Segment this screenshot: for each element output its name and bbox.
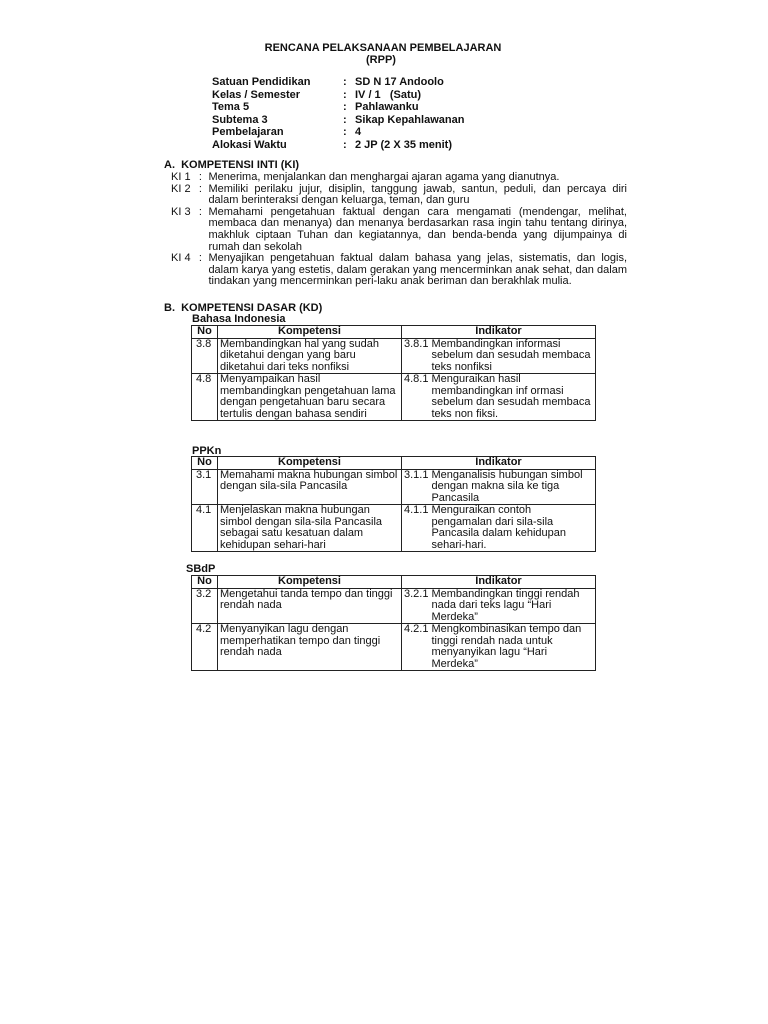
header-indikator: Indikator xyxy=(402,457,596,470)
table-row xyxy=(192,588,596,624)
table-row xyxy=(192,374,596,421)
identity-block xyxy=(212,76,464,151)
row-no: 3.2 xyxy=(192,588,218,624)
ki-text: Memiliki perilaku jujur, disiplin, tanggung jawab, santun, peduli, dan percaya diri dalam berinteraksi dengan keluarga, teman, dan guru xyxy=(208,182,627,207)
row-kompetensi: Membandingkan hal yang sudah diketahui dengan yang baru diketahui dari teks nonfiksi xyxy=(218,338,402,374)
row-indikator xyxy=(402,588,596,624)
kd-table-bahasa-indonesia xyxy=(191,325,596,421)
table-header-row xyxy=(192,576,596,589)
row-indikator xyxy=(402,374,596,421)
row-indikator xyxy=(402,338,596,374)
identity-value: 4 xyxy=(355,126,362,138)
row-kompetensi: Mengetahui tanda tempo dan tinggi rendah nada xyxy=(218,588,402,624)
header-kompetensi: Kompetensi xyxy=(218,326,402,339)
row-indikator xyxy=(402,505,596,552)
header-indikator: Indikator xyxy=(402,576,596,589)
indicator-code: 4.8.1 xyxy=(404,373,429,385)
header-no: No xyxy=(192,576,218,589)
kd-table-ppkn xyxy=(191,456,596,552)
header-indikator: Indikator xyxy=(402,326,596,339)
indicator-text: Membandingkan informasi sebelum dan sesudah membaca teks nonfiksi xyxy=(431,337,591,373)
ki-item: KI 1 : Menerima, menjalankan dan menghargai ajaran agama yang dianutnya. xyxy=(171,172,627,184)
ki-label: KI 3 xyxy=(171,205,191,218)
ki-item: KI 2 : Memiliki perilaku jujur, disiplin, tanggung jawab, santun, peduli, dan percaya diri dalam berinteraksi dengan keluarga, teman, dan guru xyxy=(171,182,627,207)
section-b-heading: B. KOMPETENSI DASAR (KD) xyxy=(164,302,323,314)
indicator-text: Membandingkan tinggi rendah nada dari teks lagu “Hari Merdeka” xyxy=(431,587,580,623)
row-kompetensi: Menyanyikan lagu dengan memperhatikan tempo dan tinggi rendah nada xyxy=(218,624,402,671)
identity-value: IV / 1 (Satu) xyxy=(355,88,422,101)
identity-row: Satuan Pendidikan : SD N 17 Andoolo xyxy=(212,76,444,88)
ki-item: KI 3 : Memahami pengetahuan faktual dengan cara mengamati (mendengar, melihat, membaca dan menanya) dan menanya berdasarkan rasa ingin tahu tentang dirinya, makhluk ciptaan Tuhan dan kegiatannya, dan benda-benda yang dijumpainya di rumah dan sekolah xyxy=(171,205,627,253)
header-kompetensi: Kompetensi xyxy=(218,457,402,470)
document-title: RENCANA PELAKSANAAN PEMBELAJARAN xyxy=(264,42,502,54)
identity-label: Alokasi Waktu xyxy=(212,138,287,151)
indicator-text: Menguraikan contoh pengamalan dari sila-sila Pancasila dalam kehidupan sehari-hari. xyxy=(431,504,567,551)
ki-label: KI 1 xyxy=(171,171,191,183)
ki-text: Memahami pengetahuan faktual dengan cara mengamati (mendengar, melihat, membaca dan menanya) dan menanya berdasarkan rasa ingin tahu tentang dirinya, makhluk ciptaan Tuhan dan kegiatannya, dan benda-benda yang dijumpainya di rumah dan sekolah xyxy=(208,205,627,253)
row-no: 3.1 xyxy=(192,469,218,505)
table-header-row xyxy=(192,457,596,470)
identity-row: Kelas / Semester : IV / 1 (Satu) xyxy=(212,88,422,101)
ki-item: KI 4 : Menyajikan pengetahuan faktual dalam bahasa yang jelas, sistematis, dan logis, dalam karya yang estetis, dalam gerakan yang mencerminkan anak sehat, dan dalam tindakan yang mencerminkan peri-laku anak beriman dan berakhlak mulia. xyxy=(171,252,627,288)
table-row xyxy=(192,469,596,505)
identity-label: Tema 5 xyxy=(212,101,250,113)
indicator-code: 3.2.1 xyxy=(404,587,429,600)
section-a-heading: A. KOMPETENSI INTI (KI) xyxy=(164,159,300,171)
table-header-row xyxy=(192,326,596,339)
header-kompetensi: Kompetensi xyxy=(218,576,402,589)
row-kompetensi: Memahami makna hubungan simbol dengan sila-sila Pancasila xyxy=(218,469,402,505)
table-row xyxy=(192,624,596,671)
identity-row: Pembelajaran : 4 xyxy=(212,126,362,138)
identity-value: Sikap Kepahlawanan xyxy=(355,113,465,126)
identity-label: Kelas / Semester xyxy=(212,88,301,101)
identity-label: Subtema 3 xyxy=(212,113,268,126)
row-no: 3.8 xyxy=(192,338,218,374)
row-no: 4.8 xyxy=(192,374,218,421)
identity-row: Subtema 3 : Sikap Kepahlawanan xyxy=(212,113,465,126)
indicator-code: 4.2.1 xyxy=(404,623,429,635)
kd-table-sbdp xyxy=(191,575,596,671)
indicator-code: 3.1.1 xyxy=(404,468,429,481)
ki-label: KI 4 xyxy=(171,252,191,265)
ki-list xyxy=(171,172,627,288)
row-kompetensi: Menyampaikan hasil membandingkan pengetahuan lama dengan pengetahuan baru secara tertulis dengan bahasa sendiri xyxy=(218,374,402,421)
identity-value: Pahlawanku xyxy=(355,101,419,113)
indicator-code: 3.8.1 xyxy=(404,337,429,350)
indicator-text: Mengkombinasikan tempo dan tinggi rendah nada untuk menyanyikan lagu “Hari Merdeka” xyxy=(431,623,582,670)
identity-row: Alokasi Waktu : 2 JP (2 X 35 menit) xyxy=(212,138,453,151)
indicator-text: Menguraikan hasil membandingkan inf ormasi sebelum dan sesudah membaca teks non fiksi. xyxy=(431,373,591,420)
row-indikator xyxy=(402,469,596,505)
ki-text: Menyajikan pengetahuan faktual dalam bahasa yang jelas, sistematis, dan logis, dalam karya yang estetis, dalam gerakan yang mencerminkan anak sehat, dan dalam tindakan yang mencerminkan peri-laku anak beriman dan berakhlak mulia. xyxy=(208,252,627,288)
identity-label: Satuan Pendidikan xyxy=(212,76,311,88)
indicator-text: Menganalisis hubungan simbol dengan makna sila ke tiga Pancasila xyxy=(431,468,583,504)
header-no: No xyxy=(192,457,218,470)
subject-title: PPKn xyxy=(192,445,222,457)
identity-row: Tema 5 : Pahlawanku xyxy=(212,101,419,113)
subject-title: SBdP xyxy=(186,563,216,575)
ki-text: Menerima, menjalankan dan menghargai ajaran agama yang dianutnya. xyxy=(208,171,560,183)
row-kompetensi: Menjelaskan makna hubungan simbol dengan sila-sila Pancasila sebagai satu kesatuan dalam kehidupan sehari-hari xyxy=(218,505,402,552)
subject-title: Bahasa Indonesia xyxy=(192,313,286,325)
row-no: 4.1 xyxy=(192,505,218,552)
row-no: 4.2 xyxy=(192,624,218,671)
identity-value: 2 JP (2 X 35 menit) xyxy=(355,138,453,151)
document-subtitle: (RPP) xyxy=(366,54,396,66)
identity-label: Pembelajaran xyxy=(212,126,284,138)
ki-label: KI 2 xyxy=(171,182,191,195)
table-row xyxy=(192,338,596,374)
table-row xyxy=(192,505,596,552)
identity-value: SD N 17 Andoolo xyxy=(355,76,444,88)
row-indikator xyxy=(402,624,596,671)
indicator-code: 4.1.1 xyxy=(404,504,429,516)
header-no: No xyxy=(192,326,218,339)
